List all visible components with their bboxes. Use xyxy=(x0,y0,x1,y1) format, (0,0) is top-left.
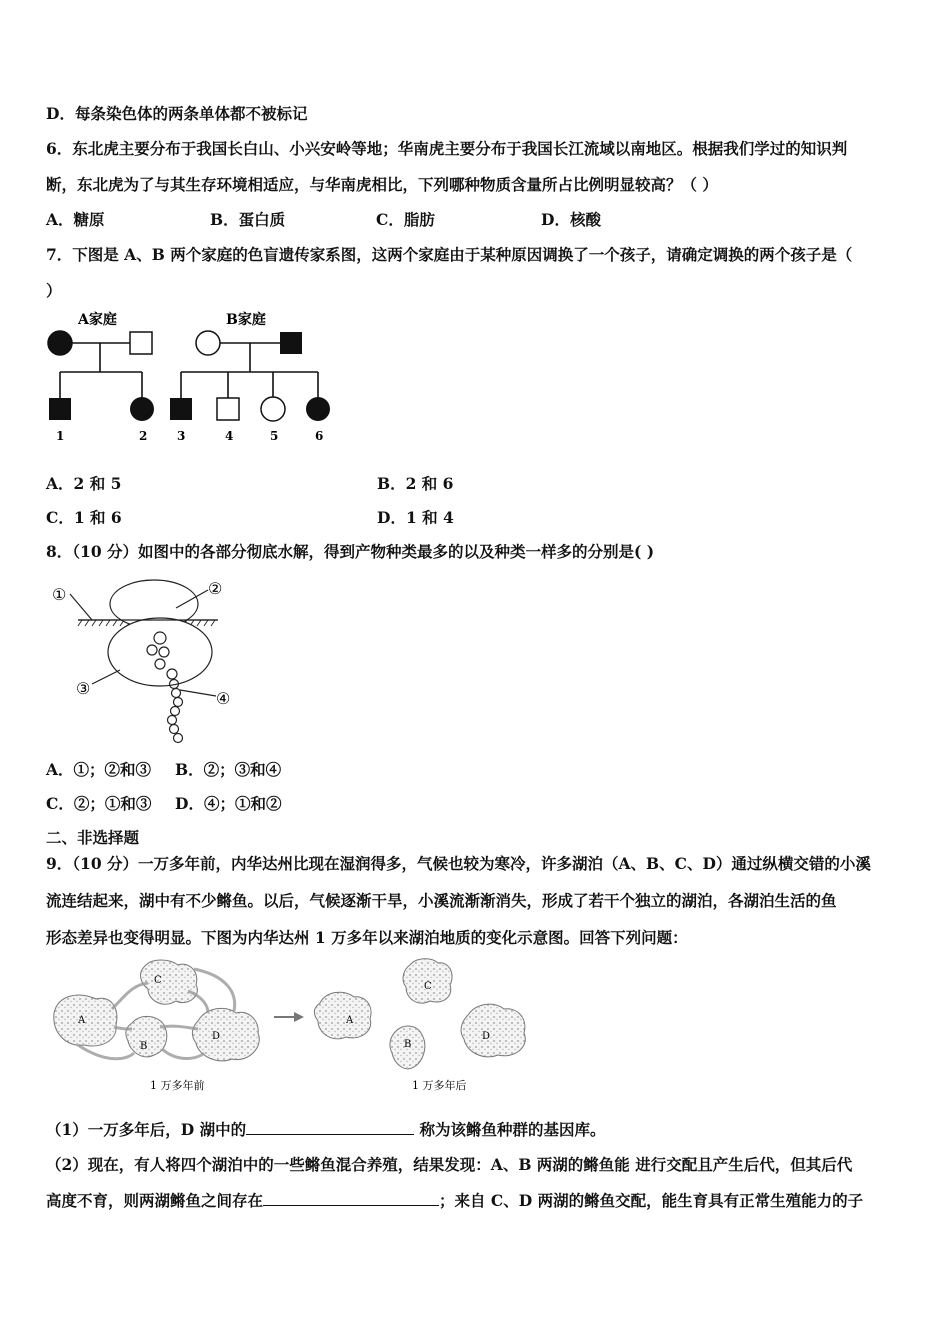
q7-stem-line1: 7．下图是 A、B 两个家庭的色盲遗传家系图，这两个家庭由于某种原因调换了一个孩子，请确定调换的两个孩子是（ xyxy=(46,245,853,264)
label-4: ④ xyxy=(216,689,231,708)
child-1-symbol xyxy=(49,398,71,420)
lake-a-before: A xyxy=(78,1015,86,1026)
q9-lake-map-diagram xyxy=(48,955,538,1100)
lake-d-after: D xyxy=(482,1031,491,1042)
b-mother-symbol xyxy=(196,331,220,355)
section-heading: 二、非选择题 xyxy=(46,828,140,847)
q8-option-b: B．②；③和④ xyxy=(175,760,282,779)
b-father-symbol xyxy=(280,332,302,354)
child-4-label: 4 xyxy=(225,429,234,443)
child-6-label: 6 xyxy=(315,429,324,443)
q7-stem-line2: ） xyxy=(46,281,62,300)
q5-option-d: D．每条染色体的两条单体都不被标记 xyxy=(46,104,308,123)
family-b-label: B家庭 xyxy=(226,312,266,328)
label-2: ② xyxy=(208,579,223,598)
a-father-symbol xyxy=(130,332,152,354)
q8-option-d: D．④；①和② xyxy=(175,794,282,813)
q6-option-b: B．蛋白质 xyxy=(210,210,286,229)
q6-stem-line1: 6．东北虎主要分布于我国长白山、小兴安岭等地；华南虎主要分布于我国长江流域以南地区。根据我们学过的知识判 xyxy=(46,139,848,158)
q7-pedigree-diagram xyxy=(40,300,350,450)
q9-sub2-blank[interactable] xyxy=(263,1191,439,1206)
lake-c-before: C xyxy=(154,975,162,986)
q7-option-b: B．2 和 6 xyxy=(377,474,454,493)
q6-option-a: A．糖原 xyxy=(46,210,105,229)
child-3-symbol xyxy=(170,398,192,420)
q9-stem-line2: 流连结起来，湖中有不少鳉鱼。以后，气候逐渐干旱，小溪流渐渐消失，形成了若干个独立的湖泊，各湖泊生活的鱼 xyxy=(46,891,837,910)
q8-stem: 8．（10 分）如图中的各部分彻底水解，得到产物种类最多的以及种类一样多的分别是( ) xyxy=(46,542,655,561)
child-1-label: 1 xyxy=(56,429,65,443)
child-5-label: 5 xyxy=(270,429,279,443)
family-a-label: A家庭 xyxy=(78,312,117,328)
child-5-symbol xyxy=(261,397,285,421)
q6-option-d: D．核酸 xyxy=(541,210,601,229)
q7-option-c: C．1 和 6 xyxy=(46,508,122,527)
child-4-symbol xyxy=(217,398,239,420)
caption-before: 1 万多年前 xyxy=(150,1079,205,1092)
q9-sub2-line2 xyxy=(46,1189,863,1211)
q6-stem-line2: 断，东北虎为了与其生存环境相适应，与华南虎相比，下列哪种物质含量所占比例明显较高？（ ） xyxy=(46,175,718,194)
q7-option-d: D．1 和 4 xyxy=(377,508,454,527)
child-6-symbol xyxy=(306,397,330,421)
q9-sub1 xyxy=(46,1118,606,1140)
q7-option-a: A．2 和 5 xyxy=(46,474,122,493)
caption-after: 1 万多年后 xyxy=(412,1079,467,1092)
child-3-label: 3 xyxy=(177,429,186,443)
label-1: ① xyxy=(52,585,67,604)
lake-c-after: C xyxy=(424,981,432,992)
q9-sub2-line1: （2）现在，有人将四个湖泊中的一些鳉鱼混合养殖，结果发现：A、B 两湖的鳉鱼能 进行交配且产生后代，但其后代 xyxy=(46,1155,853,1174)
lake-b-before: B xyxy=(140,1041,148,1052)
a-mother-symbol xyxy=(48,331,72,355)
lake-a-after: A xyxy=(346,1015,354,1026)
q9-stem-line1: 9．（10 分）一万多年前，内华达州比现在湿润得多，气候也较为寒冷，许多湖泊（A、B、C、D）通过纵横交错的小溪 xyxy=(46,854,871,873)
child-2-symbol xyxy=(130,397,154,421)
q6-option-c: C．脂肪 xyxy=(376,210,435,229)
q9-stem-line3: 形态差异也变得明显。下图为内华达州 1 万多年以来湖泊地质的变化示意图。回答下列问题： xyxy=(46,928,688,947)
lake-b-after: B xyxy=(404,1039,412,1050)
q8-membrane-protein-diagram xyxy=(48,572,238,752)
q9-sub2-suffix: ；来自 C、D 两湖的鳉鱼交配，能生育具有正常生殖能力的子 xyxy=(439,1191,864,1210)
child-2-label: 2 xyxy=(139,429,148,443)
q8-option-c: C．②；①和③ xyxy=(46,794,152,813)
lake-d-before: D xyxy=(212,1031,221,1042)
q8-option-a: A．①；②和③ xyxy=(46,760,152,779)
q9-sub2-prefix: 高度不育，则两湖鳉鱼之间存在 xyxy=(46,1191,264,1210)
q9-sub1-blank[interactable] xyxy=(246,1120,414,1135)
q9-sub1-suffix: 称为该鳉鱼种群的基因库。 xyxy=(419,1120,606,1139)
label-3: ③ xyxy=(76,679,91,698)
q9-sub1-prefix: （1）一万多年后，D 湖中的 xyxy=(46,1120,247,1139)
